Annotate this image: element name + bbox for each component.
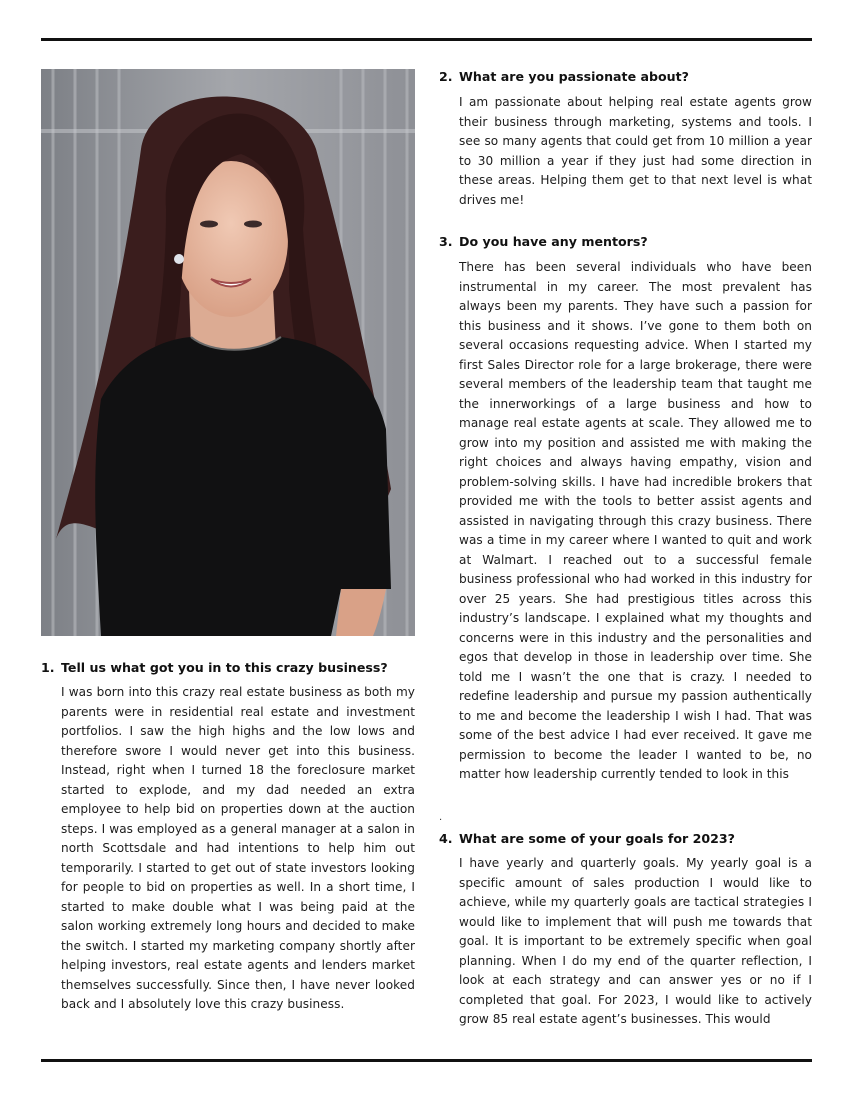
question-4-heading (439, 831, 735, 847)
question-2-number: 2. (439, 69, 453, 84)
question-4-title: What are some of your goals for 2023? (459, 831, 735, 846)
question-3-number: 3. (439, 234, 453, 249)
top-rule (41, 38, 812, 41)
question-3-answer: There has been several individuals who have been instrumental in my career. The most prevalent has always been my parents. They have such a passion for this business and it shows. I’ve gone to them both on several occasions requesting advice. When I started my first Sales Director role for a large brokerage, there were several members of the leadership team that taught me the innerworkings of a large business and how to manage real estate agents at scale. They allowed me to grow into my position and assisted me with making the right choices and always having empathy, vision and problem-solving skills. I have had incredible brokers that provided me with the tools to better assist agents and assisted in navigating through this crazy business. There was a time in my career where I wanted to quit and work at Walmart. I reached out to a successful female business professional who had worked in this industry for over 25 years. She had prestigious titles across this industry’s landscape. I explained what my thoughts and concerns were in this industry and the personalities and egos that develop in those in leadership over time. She told me I wasn’t the one that is crazy. I needed to redefine leadership and pursue my passion authentically to me and become the leadership I wish I had. That was some of the best advice I had ever received. It gave me permission to become the leader I wanted to be, no matter how leadership currently tended to look in this (459, 260, 812, 781)
portrait-photo (41, 69, 415, 636)
question-2-title: What are you passionate about? (459, 69, 689, 84)
question-4-number: 4. (439, 831, 453, 846)
question-4-answer: I have yearly and quarterly goals. My yearly goal is a specific amount of sales production I would like to achieve, while my quarterly goals are tactical strategies I would like to implement that will push me towards that goal. It is important to be extremely specific when goal planning. When I do my end of the quarter reflection, I look at each strategy and can answer yes or no if I completed that goal. For 2023, I would like to actively grow 85 real estate agent’s businesses. This would (459, 856, 812, 1026)
question-1-heading (41, 660, 388, 676)
question-3-trailing-dot: . (439, 812, 443, 823)
bottom-rule (41, 1059, 812, 1062)
question-1-title: Tell us what got you in to this crazy business? (61, 660, 388, 675)
question-3-heading (439, 234, 648, 250)
question-2-heading (439, 69, 689, 85)
question-3-title: Do you have any mentors? (459, 234, 648, 249)
question-1-answer: I was born into this crazy real estate business as both my parents were in residential real estate and investment portfolios. I saw the high highs and the low lows and therefore swore I would never get into this business. Instead, right when I turned 18 the foreclosure market started to explode, and my dad needed an extra employee to help bid on properties down at the auction steps. I was employed as a general manager at a salon in north Scottsdale and had intentions to help him out temporarily. I started to get out of state investors looking for people to bid on properties as well. In a short time, I started to make double what I was being paid at the salon working extremely long hours and decided to make the switch. I started my marketing company shortly after helping investors, real estate agents and lenders market themselves successfully. Since then, I have never looked back and I absolutely love this crazy business. (61, 685, 415, 1011)
question-1-number: 1. (41, 660, 55, 675)
question-2-answer: I am passionate about helping real estate agents grow their business through marketing, systems and tools. I see so many agents that could get from 10 million a year to 30 million a year if they just had some direction in these areas. Helping them get to that next level is what drives me! (459, 95, 812, 207)
